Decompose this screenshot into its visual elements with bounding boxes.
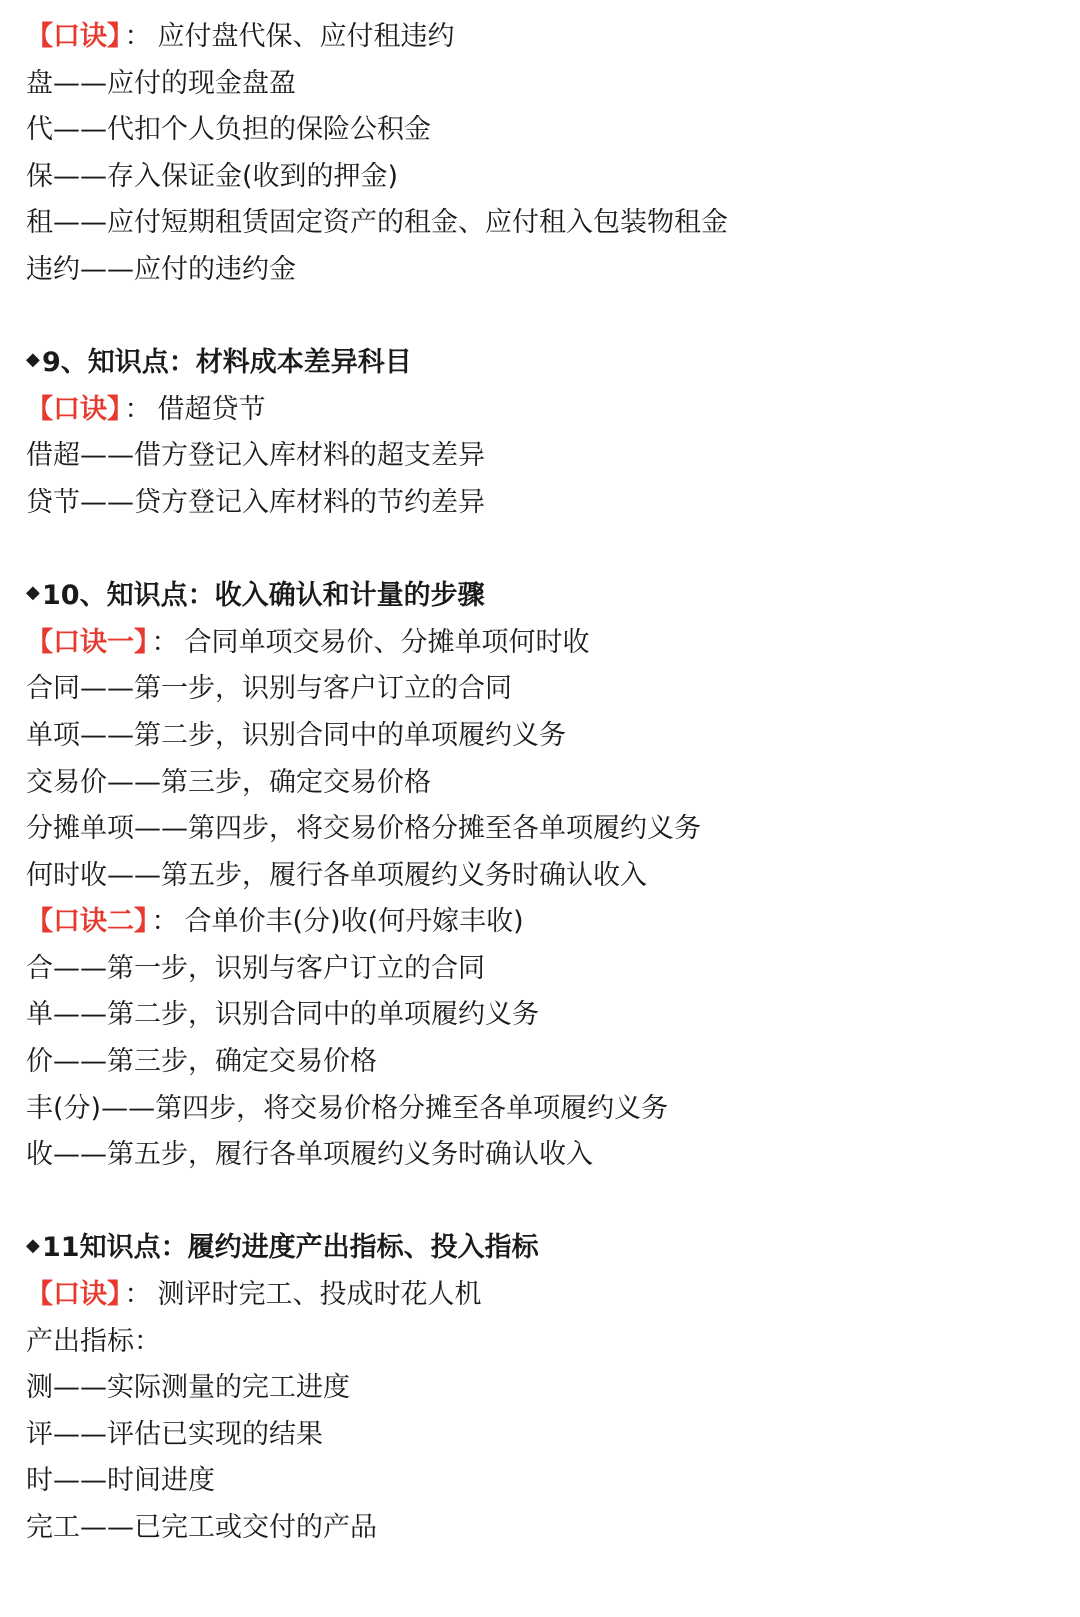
section-heading — [26, 340, 1080, 387]
mnemonic-text: 合同单项交易价、分摊单项何时收 — [184, 626, 590, 658]
list-item: 借超——借方登记入库材料的超支差异 — [26, 440, 485, 472]
mnemonic-separator: ： — [151, 626, 179, 658]
list-item: 交易价——第三步，确定交易价格 — [26, 766, 431, 798]
list-item: 时——时间进度 — [26, 1465, 215, 1497]
list-item: 合同——第一步，识别与客户订立的合同 — [26, 673, 512, 705]
mnemonic-separator: ： — [124, 393, 152, 425]
diamond-bullet-icon: ◆ — [26, 582, 40, 604]
section-heading — [26, 1225, 1080, 1272]
section-heading-text: 10、知识点：收入确认和计量的步骤 — [42, 580, 485, 612]
mnemonic-line — [26, 1272, 1080, 1319]
list-item: 合——第一步，识别与客户订立的合同 — [26, 952, 485, 984]
section-heading-text: 11知识点：履约进度产出指标、投入指标 — [42, 1232, 539, 1264]
list-item: 代——代扣个人负担的保险公积金 — [26, 114, 431, 146]
list-item: 单项——第二步，识别合同中的单项履约义务 — [26, 719, 566, 751]
list-item: 何时收——第五步，履行各单项履约义务时确认收入 — [26, 859, 647, 891]
spacer — [26, 527, 1080, 574]
diamond-bullet-icon: ◆ — [26, 349, 40, 371]
list-item: 盘——应付的现金盘盈 — [26, 67, 296, 99]
mnemonic-text: 合单价丰(分)收(何丹嫁丰收) — [184, 906, 524, 938]
list-item: 租——应付短期租赁固定资产的租金、应付租入包装物租金 — [26, 207, 728, 239]
mnemonic-label: 【口诀一】 — [26, 626, 148, 658]
mnemonic-separator: ： — [124, 1279, 152, 1311]
list-item: 收——第五步，履行各单项履约义务时确认收入 — [26, 1139, 593, 1171]
mnemonic-label: 【口诀二】 — [26, 906, 148, 938]
mnemonic-line — [26, 387, 1080, 434]
subheading: 产出指标： — [26, 1325, 161, 1357]
diamond-bullet-icon: ◆ — [26, 1234, 40, 1256]
list-item: 单——第二步，识别合同中的单项履约义务 — [26, 999, 539, 1031]
list-item: 价——第三步，确定交易价格 — [26, 1046, 377, 1078]
list-item: 贷节——贷方登记入库材料的节约差异 — [26, 486, 485, 518]
list-item: 测——实际测量的完工进度 — [26, 1372, 350, 1404]
mnemonic-text: 应付盘代保、应付租违约 — [157, 21, 455, 52]
list-item: 违约——应付的违约金 — [26, 253, 296, 285]
list-item: 保——存入保证金(收到的押金) — [26, 160, 399, 192]
list-item: 丰(分)——第四步，将交易价格分摊至各单项履约义务 — [26, 1092, 669, 1124]
mnemonic-line — [26, 14, 1080, 61]
list-item: 完工——已完工或交付的产品 — [26, 1512, 377, 1543]
spacer — [26, 1179, 1080, 1226]
mnemonic-line — [26, 899, 1080, 946]
list-item: 分摊单项——第四步，将交易价格分摊至各单项履约义务 — [26, 813, 701, 845]
list-item: 评——评估已实现的结果 — [26, 1418, 323, 1450]
mnemonic-text: 测评时完工、投成时花人机 — [157, 1279, 482, 1311]
mnemonic-line — [26, 620, 1080, 667]
spacer — [26, 294, 1080, 341]
mnemonic-separator: ： — [151, 906, 179, 938]
section-heading — [26, 573, 1080, 620]
section-heading-text: 9、知识点：材料成本差异科目 — [42, 347, 412, 379]
mnemonic-text: 借超贷节 — [157, 393, 266, 425]
mnemonic-label: 【口诀】 — [26, 393, 121, 425]
mnemonic-separator: ： — [124, 21, 152, 52]
mnemonic-label: 【口诀】 — [26, 1279, 121, 1311]
mnemonic-label: 【口诀】 — [26, 21, 121, 52]
